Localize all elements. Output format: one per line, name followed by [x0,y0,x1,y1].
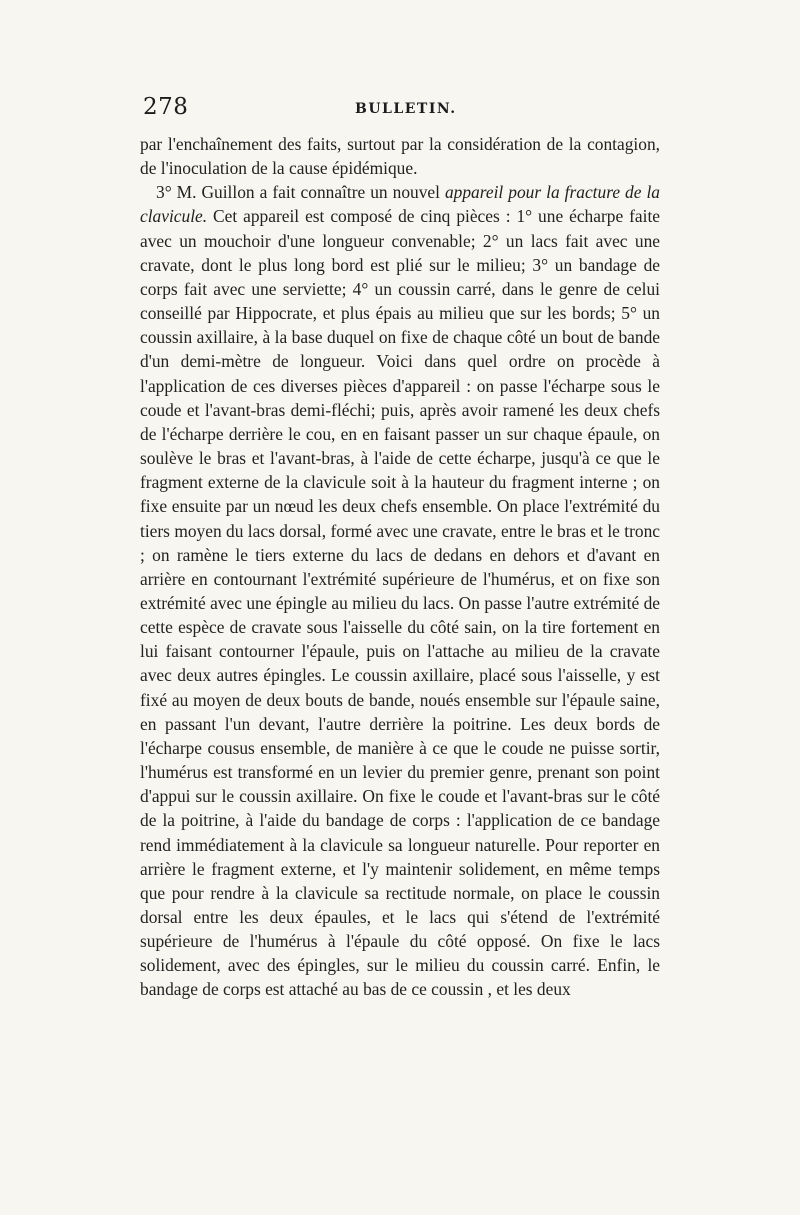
running-head: BULLETIN. [355,101,457,117]
paragraph-text: par l'enchaînement des faits, surtout par la considération de la contagion, de l'inoculation de la cause épidémique. [140,134,660,179]
page-header [143,94,659,124]
apparatus-title: appareil pour la fracture de la clavicule. [140,182,660,227]
paragraph-contagion [140,132,660,180]
paragraph-body: Cet appareil est composé de cinq pièces : 1° une écharpe faite avec un mouchoir d'une longueur convenable; 2° un lacs fait avec une cravate, dont le plus long bord est plié sur le milieu; 3° un bandage de corps fait avec une serviette; 4° un coussin carré, dans le genre de celui conseillé par Hippocrate, et plus épais au milieu que sur les bords; 5° un coussin axillaire, à la base duquel on fixe de chaque côté un bout de bande d'un demi-mètre de longueur. Voici dans quel ordre on procède à l'application de ces diverses pièces d'appareil : on passe l'écharpe sous le coude et l'avant-bras demi-fléchi; puis, après avoir ramené les deux chefs de l'écharpe derrière le cou, en en faisant passer un sur chaque épaule, on soulève le bras et l'avant-bras, à l'aide de cette écharpe, jusqu'à ce que le fragment externe de la clavicule soit à la hauteur du fragment interne ; on fixe ensuite par un nœud les deux chefs ensemble. On place l'extrémité du tiers moyen du lacs dorsal, formé avec une cravate, entre le bras et le tronc ; on ramène le tiers externe du lacs de dedans en dehors et d'avant en arrière en contournant l'extrémité supérieure de l'humérus, et on fixe son extrémité avec une épingle au milieu du lacs. On passe l'autre extrémité de cette espèce de cravate sous l'aisselle du côté sain, on la tire fortement en lui faisant contourner l'épaule, puis on l'attache au milieu de la cravate avec deux autres épingles. Le coussin axillaire, placé sous l'aisselle, y est fixé au moyen de deux bouts de bande, noués ensemble sur l'épaule saine, en passant l'un devant, l'autre derrière la poitrine. Les deux bords de l'écharpe cousus ensemble, de manière à ce que le coude ne puisse sortir, l'humérus est transformé en un levier du premier genre, prenant son point d'appui sur le coussin axillaire. On fixe le coude et l'avant-bras sur le côté de la poitrine, à l'aide du bandage de corps : l'application de ce bandage rend immédiatement à la clavicule sa longueur naturelle. Pour reporter en arrière le fragment externe, et l'y maintenir solidement, en même temps que pour rendre à la clavicule sa rectitude normale, on place le coussin dorsal entre les deux épaules, et le lacs qui s'étend de l'extrémité supérieure de l'humérus à l'épaule du côté opposé. On fixe le lacs solidement, avec des épingles, sur le milieu du coussin carré. Enfin, le bandage de corps est attaché au bas de ce coussin , et les deux [140,206,660,1000]
paragraph-clavicle-apparatus [140,180,660,1001]
body-text [140,132,660,1002]
page-number: 278 [143,94,189,120]
paragraph-lead: 3° M. Guillon a fait connaître un nouvel [156,182,445,203]
